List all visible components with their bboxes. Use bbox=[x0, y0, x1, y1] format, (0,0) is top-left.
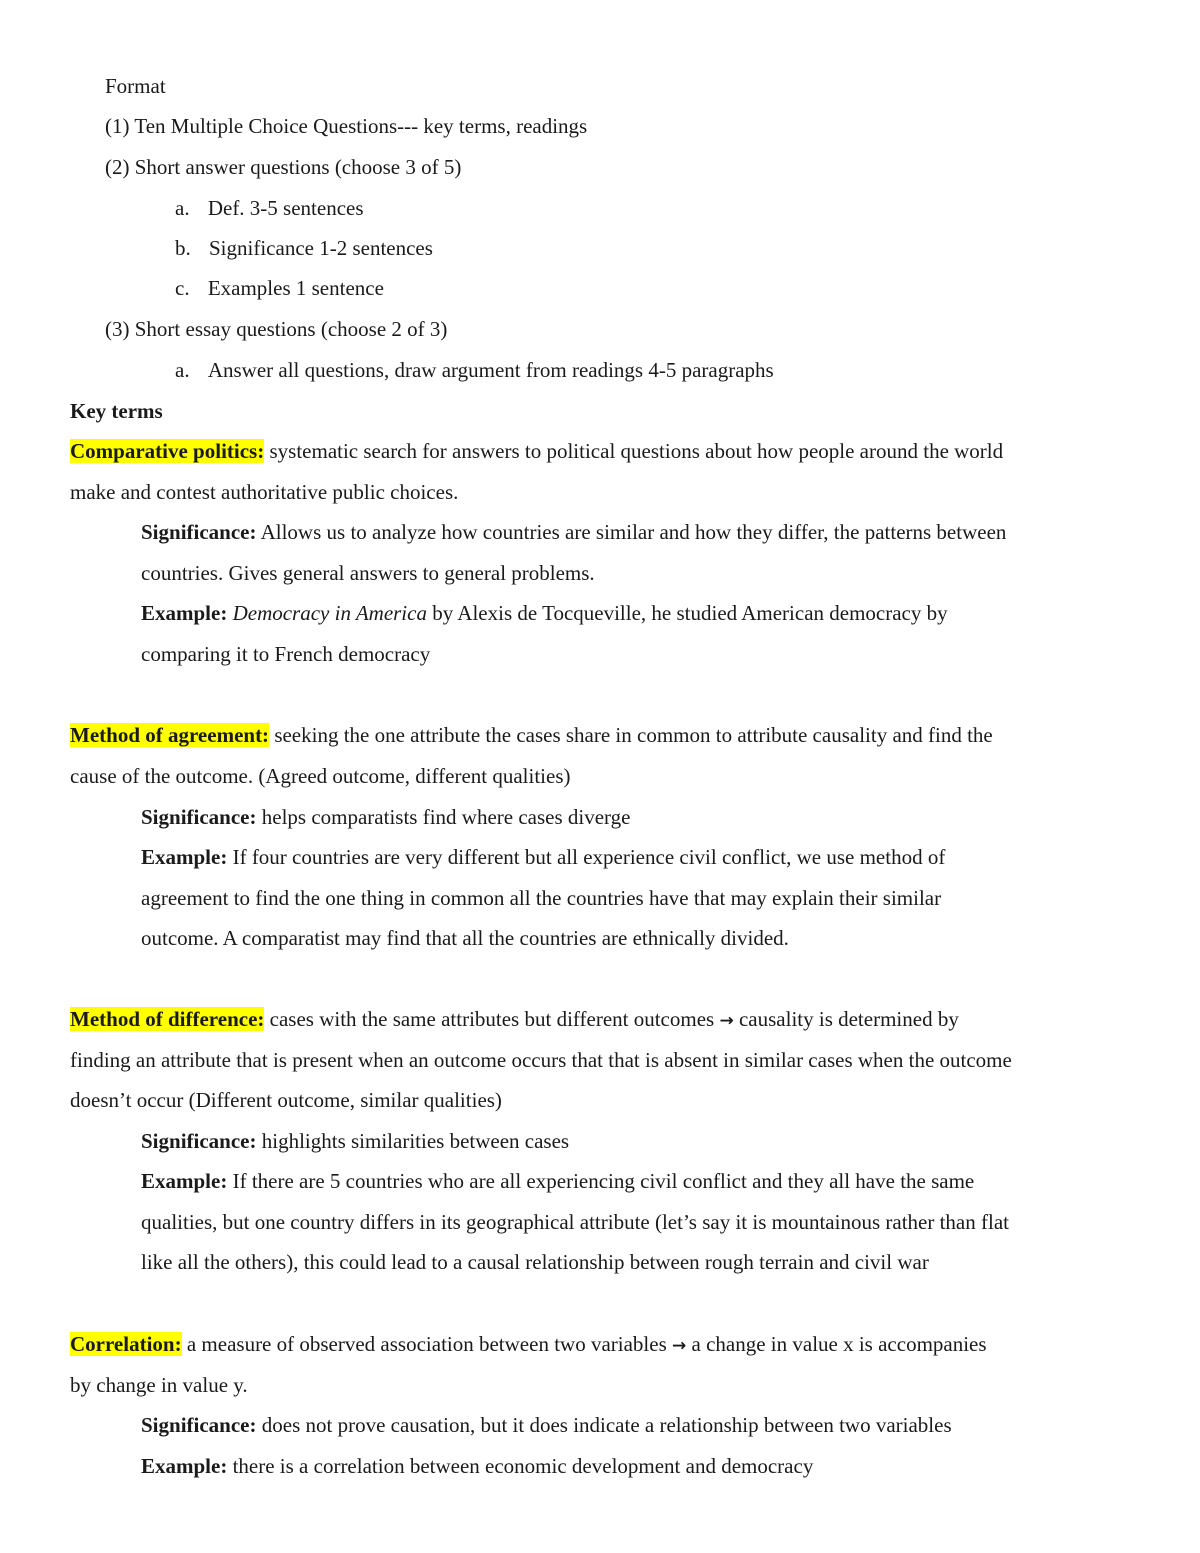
term-definition: systematic search for answers to political questions about how people around the world bbox=[269, 439, 1004, 463]
format-item-1 bbox=[105, 113, 587, 139]
example-line: comparing it to French democracy bbox=[141, 642, 431, 666]
book-title: Democracy in America bbox=[232, 601, 427, 625]
term-definition-line bbox=[70, 438, 1003, 464]
significance-label: Significance: bbox=[141, 1129, 257, 1153]
short-answer-sub-b bbox=[175, 235, 433, 261]
example-text: If there are 5 countries who are all experiencing civil conflict and they all have the same bbox=[232, 1169, 975, 1193]
right-arrow-icon: → bbox=[672, 1336, 687, 1356]
sub-label: a. bbox=[175, 196, 190, 220]
term-highlight: Comparative politics: bbox=[70, 439, 265, 463]
significance-line bbox=[141, 1128, 569, 1154]
term-definition: seeking the one attribute the cases share in common to attribute causality and find the bbox=[274, 723, 993, 747]
example-text: If four countries are very different but all experience civil conflict, we use method of bbox=[232, 845, 946, 869]
key-terms-heading: Key terms bbox=[70, 399, 163, 423]
example-label: Example: bbox=[141, 601, 228, 625]
example-label: Example: bbox=[141, 1454, 228, 1478]
sub-label: b. bbox=[175, 236, 191, 260]
term-definition-line bbox=[70, 1331, 987, 1359]
example-line: outcome. A comparatist may find that all the countries are ethnically divided. bbox=[141, 926, 789, 950]
significance-text: highlights similarities between cases bbox=[261, 1129, 570, 1153]
term-highlight: Method of difference: bbox=[70, 1007, 265, 1031]
term-definition-line: cause of the outcome. (Agreed outcome, different qualities) bbox=[70, 764, 571, 788]
significance-line bbox=[141, 519, 1006, 545]
term-definition: causality is determined by bbox=[738, 1007, 959, 1031]
term-definition-line: doesn’t occur (Different outcome, similar qualities) bbox=[70, 1088, 502, 1112]
format-item-label: (3) bbox=[105, 317, 130, 341]
sub-label: c. bbox=[175, 276, 190, 300]
short-answer-sub-c bbox=[175, 275, 384, 301]
term-definition: a measure of observed association between two variables bbox=[186, 1332, 667, 1356]
term-highlight: Method of agreement: bbox=[70, 723, 270, 747]
term-definition-line: by change in value y. bbox=[70, 1373, 248, 1397]
term-definition-line bbox=[70, 722, 993, 748]
significance-text: Allows us to analyze how countries are similar and how they differ, the patterns between bbox=[260, 520, 1007, 544]
format-item-2 bbox=[105, 154, 461, 180]
significance-text: helps comparatists find where cases diverge bbox=[261, 805, 631, 829]
significance-label: Significance: bbox=[141, 1413, 257, 1437]
term-definition-line: make and contest authoritative public choices. bbox=[70, 480, 459, 504]
format-item-label: (1) bbox=[105, 114, 130, 138]
format-item-text: Ten Multiple Choice Questions--- key terms, readings bbox=[134, 114, 588, 138]
example-line bbox=[141, 600, 948, 626]
term-definition: cases with the same attributes but different outcomes bbox=[269, 1007, 715, 1031]
example-line bbox=[141, 844, 945, 870]
example-line bbox=[141, 1168, 974, 1194]
term-highlight: Correlation: bbox=[70, 1332, 182, 1356]
significance-label: Significance: bbox=[141, 805, 257, 829]
significance-line bbox=[141, 804, 631, 830]
essay-sub-a bbox=[175, 357, 774, 383]
example-line bbox=[141, 1453, 813, 1479]
format-item-label: (2) bbox=[105, 155, 130, 179]
term-definition-line: finding an attribute that is present when an outcome occurs that that is absent in similar cases when the outcome bbox=[70, 1048, 1012, 1072]
significance-label: Significance: bbox=[141, 520, 257, 544]
example-line: qualities, but one country differs in its geographical attribute (let’s say it is mountainous rather than flat bbox=[141, 1210, 1009, 1234]
example-line: agreement to find the one thing in common all the countries have that may explain their similar bbox=[141, 886, 942, 910]
example-label: Example: bbox=[141, 1169, 228, 1193]
example-text: by Alexis de Tocqueville, he studied American democracy by bbox=[432, 601, 948, 625]
significance-line bbox=[141, 1412, 952, 1438]
sub-text: Significance 1-2 sentences bbox=[209, 236, 433, 260]
example-label: Example: bbox=[141, 845, 228, 869]
example-line: like all the others), this could lead to a causal relationship between rough terrain and civil war bbox=[141, 1250, 929, 1274]
sub-label: a. bbox=[175, 358, 190, 382]
format-title: Format bbox=[105, 74, 166, 98]
format-item-text: Short essay questions (choose 2 of 3) bbox=[134, 317, 448, 341]
format-item-3 bbox=[105, 316, 447, 342]
short-answer-sub-a bbox=[175, 195, 364, 221]
sub-text: Examples 1 sentence bbox=[207, 276, 384, 300]
right-arrow-icon: → bbox=[719, 1011, 734, 1031]
format-item-text: Short answer questions (choose 3 of 5) bbox=[134, 155, 462, 179]
term-definition: a change in value x is accompanies bbox=[691, 1332, 987, 1356]
sub-text: Answer all questions, draw argument from readings 4-5 paragraphs bbox=[207, 358, 774, 382]
example-text: there is a correlation between economic development and democracy bbox=[232, 1454, 814, 1478]
term-definition-line bbox=[70, 1006, 959, 1034]
significance-text: does not prove causation, but it does indicate a relationship between two variables bbox=[261, 1413, 952, 1437]
sub-text: Def. 3-5 sentences bbox=[207, 196, 364, 220]
significance-line: countries. Gives general answers to general problems. bbox=[141, 561, 595, 585]
